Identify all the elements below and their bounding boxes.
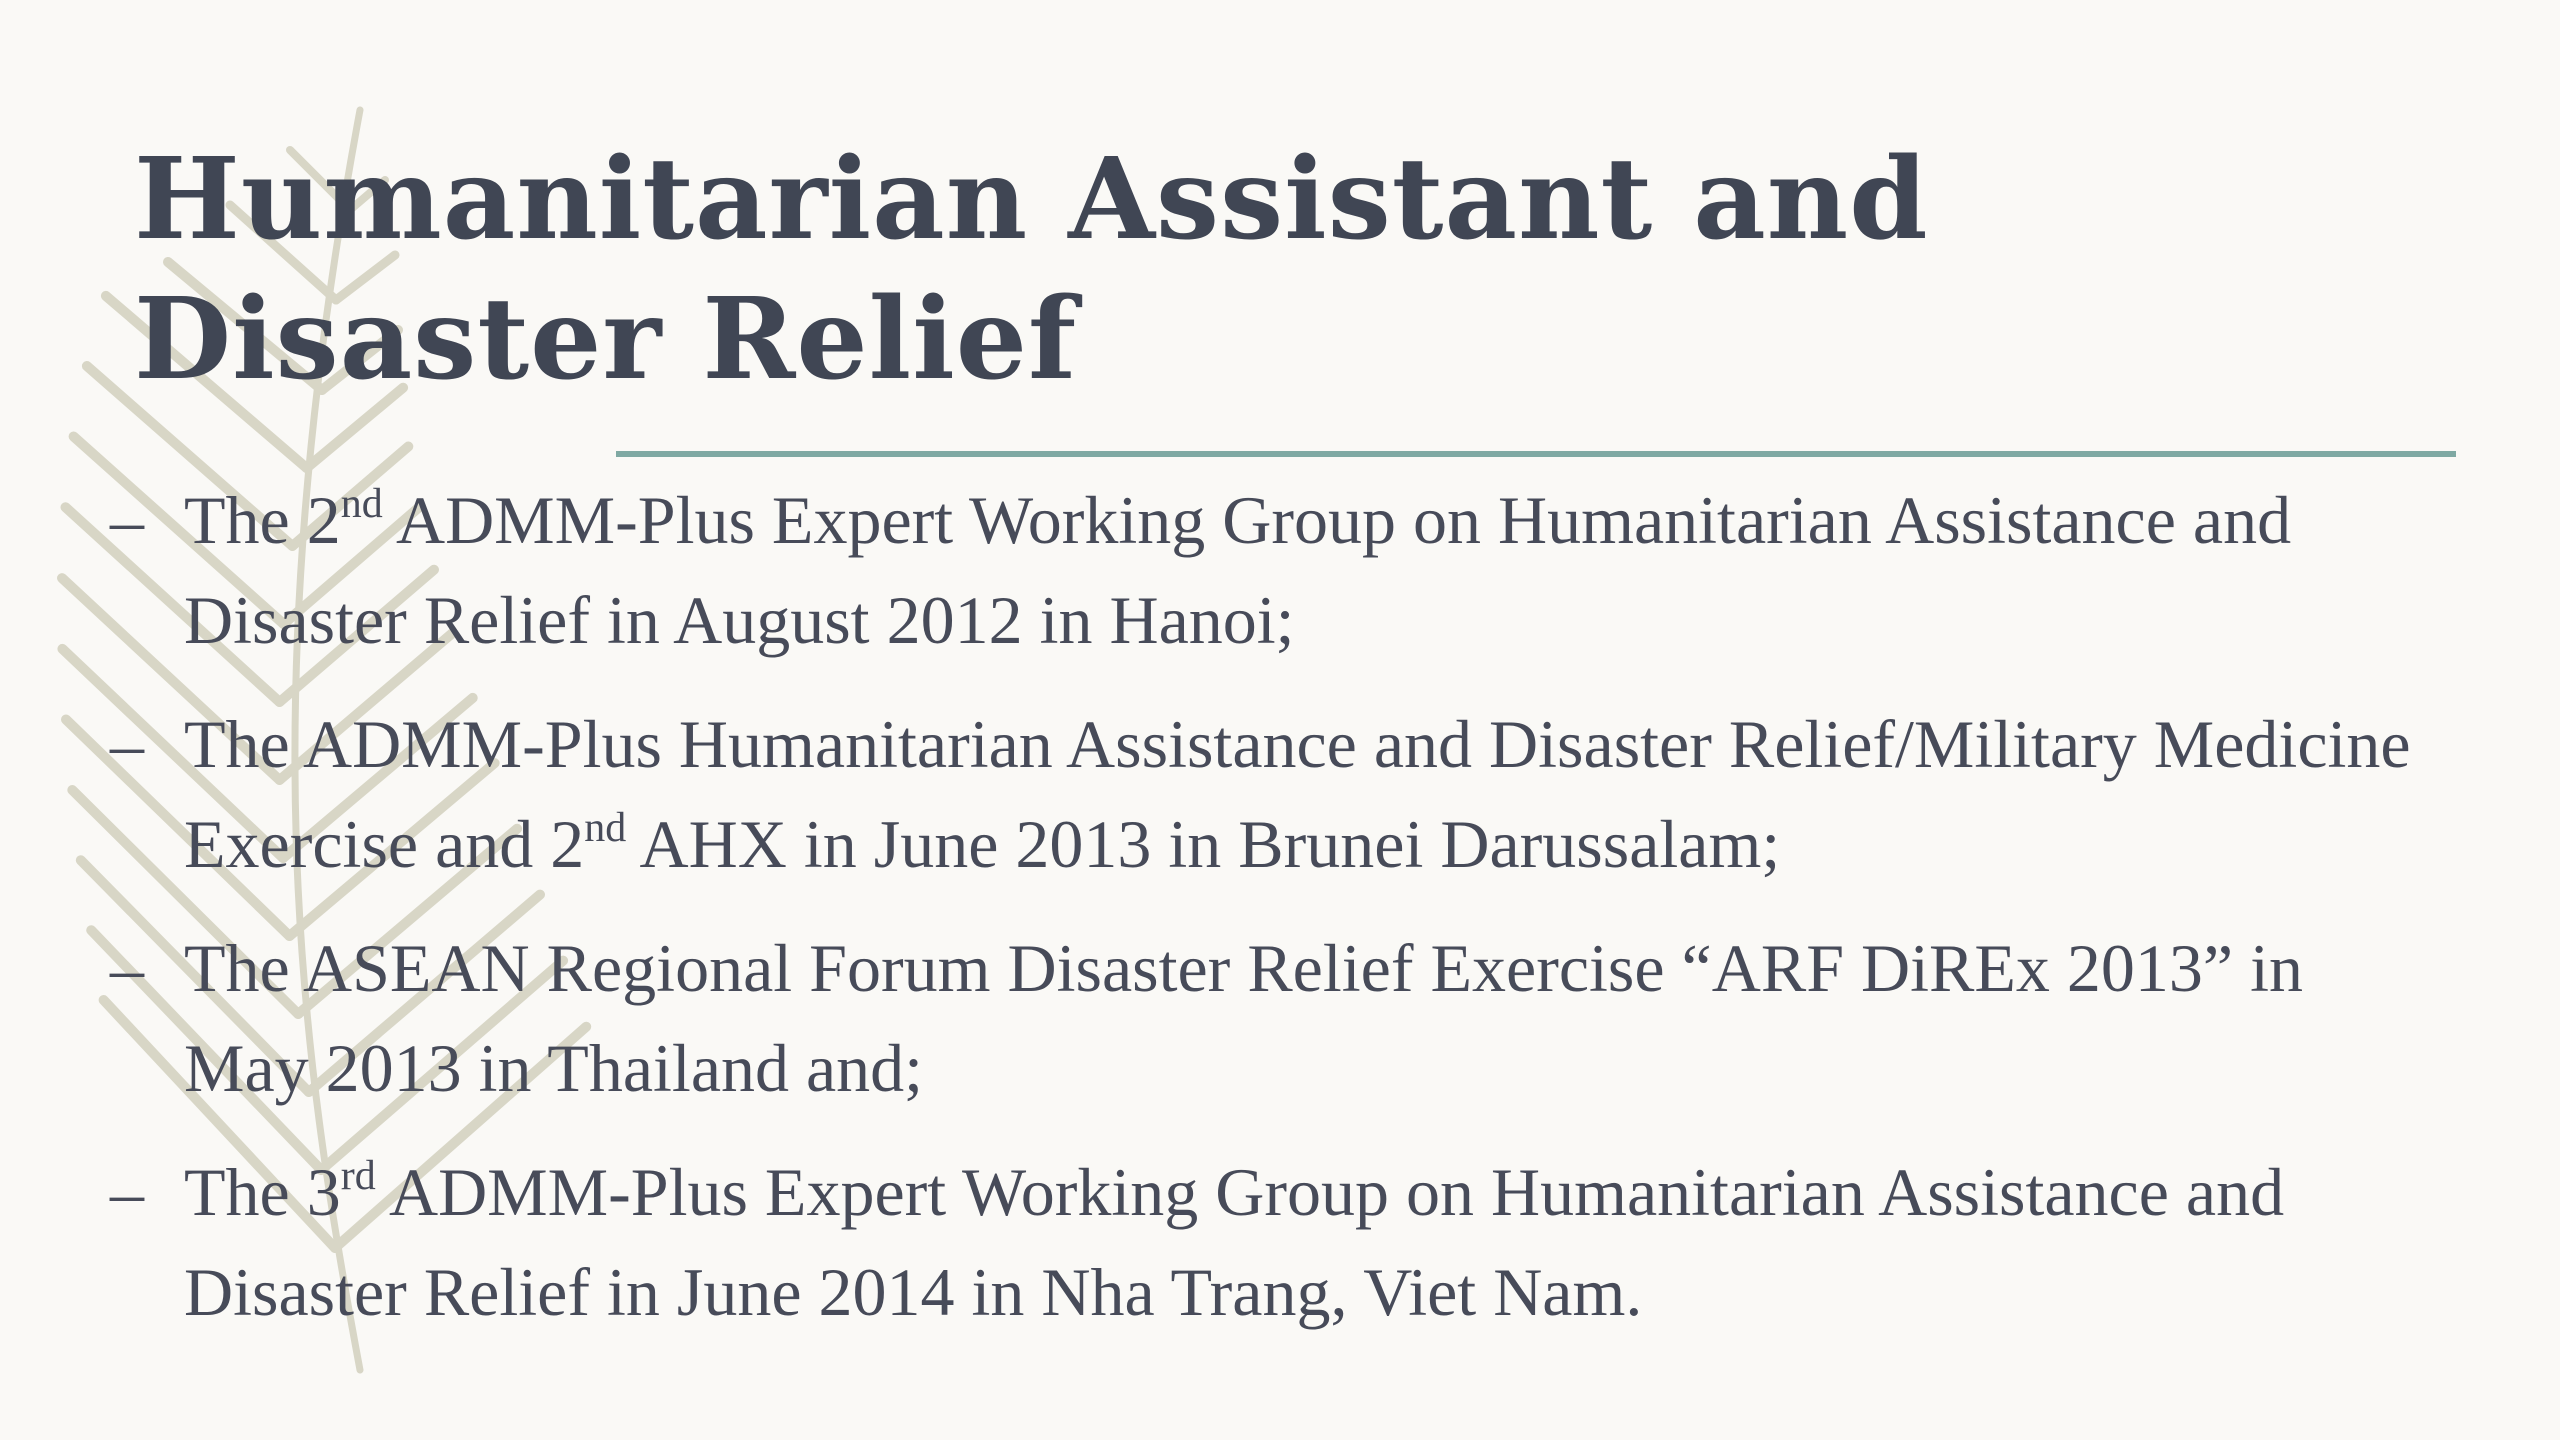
slide-title: Humanitarian Assistant and Disaster Relief: [134, 134, 1929, 405]
bullet-item: [110, 918, 2440, 1118]
bullet-text: The 2: [184, 482, 341, 558]
ordinal-suffix: nd: [340, 481, 383, 527]
ordinal-suffix: rd: [340, 1153, 376, 1199]
bullet-dash: –: [110, 706, 144, 782]
bullet-item: [110, 694, 2440, 894]
bullet-text: The ADMM-Plus Humanitarian Assistance and Disaster Relief/Military Medicine Exercise and 2: [184, 706, 2411, 882]
bullet-text-continued: ADMM-Plus Expert Working Group on Humanitarian Assistance and Disaster Relief in August 2012 in Hanoi;: [184, 482, 2292, 658]
bullet-list: [110, 470, 2440, 1366]
bullet-text: The 3: [184, 1154, 341, 1230]
bullet-text-continued: AHX in June 2013 in Brunei Darussalam;: [626, 806, 1781, 882]
bullet-item: [110, 1142, 2440, 1342]
bullet-dash: –: [110, 1154, 144, 1230]
bullet-dash: –: [110, 482, 144, 558]
bullet-dash: –: [110, 930, 144, 1006]
bullet-item: [110, 470, 2440, 670]
ordinal-suffix: nd: [584, 805, 627, 851]
title-divider: [616, 451, 2456, 457]
bullet-text: The ASEAN Regional Forum Disaster Relief Exercise “ARF DiREx 2013” in May 2013 in Thailand and;: [184, 930, 2303, 1106]
bullet-text-continued: ADMM-Plus Expert Working Group on Humanitarian Assistance and Disaster Relief in June 2014 in Nha Trang, Viet Nam.: [184, 1154, 2285, 1330]
